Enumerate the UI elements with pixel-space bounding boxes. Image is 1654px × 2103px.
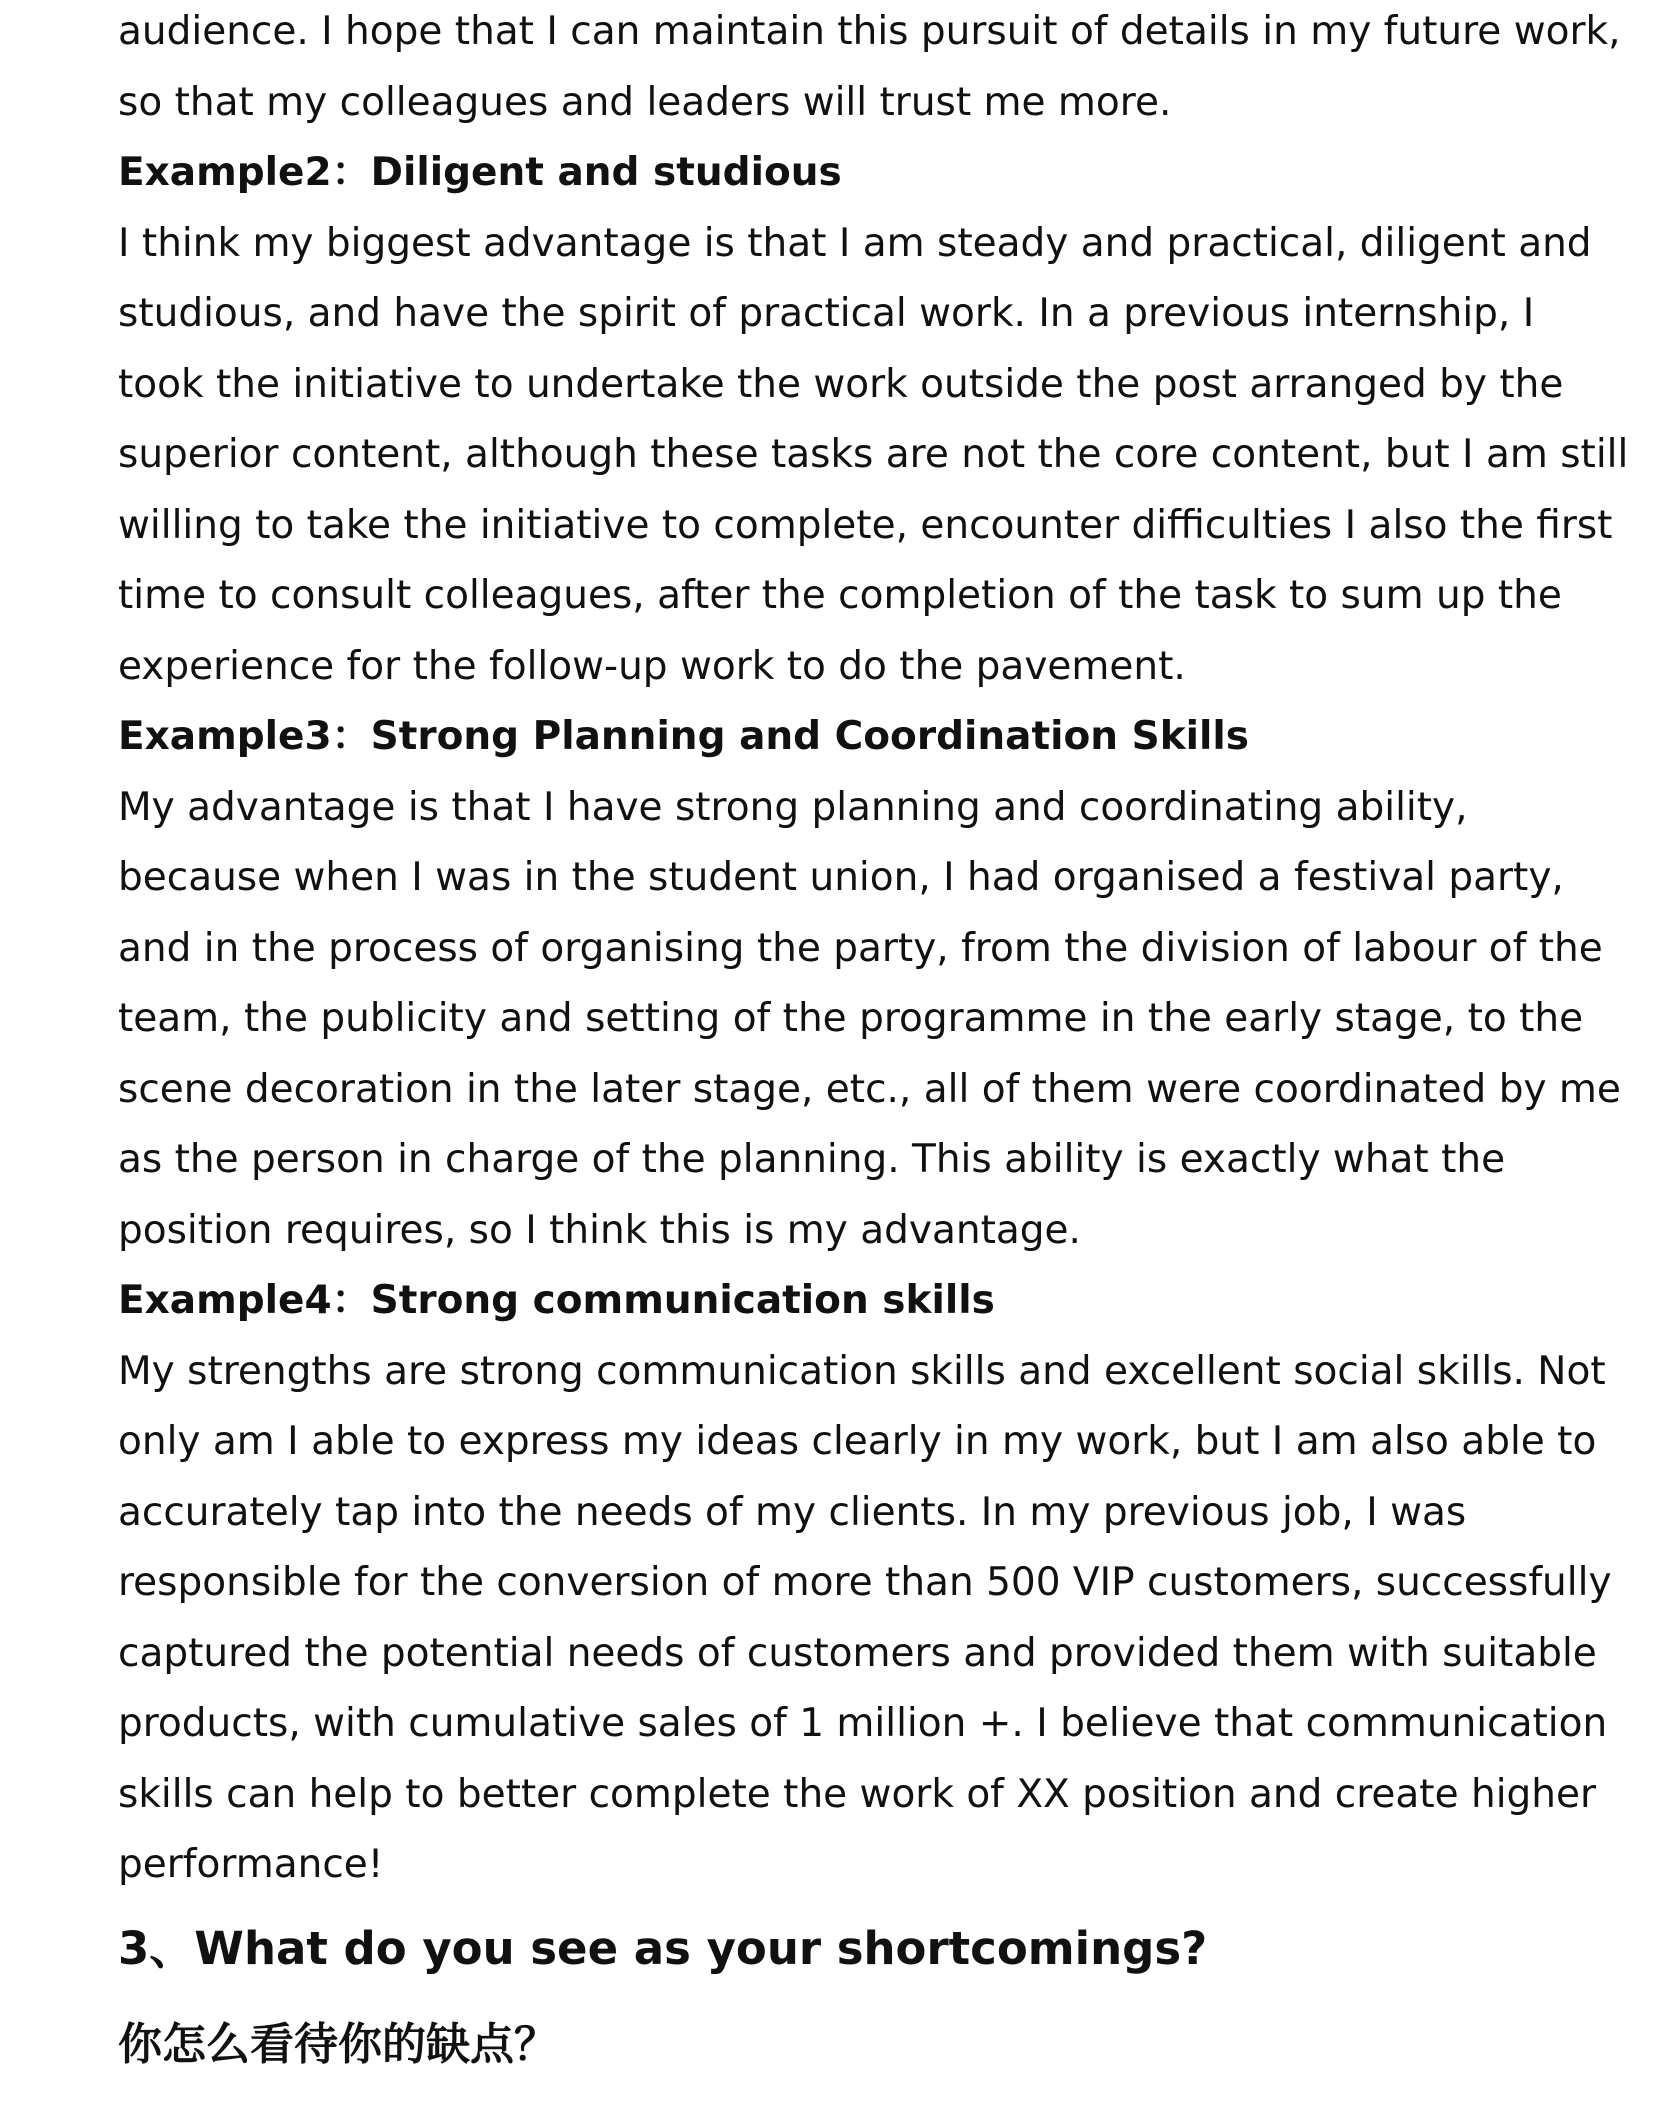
paragraph-line: position requires, so I think this is my advantage. <box>118 1207 1081 1253</box>
paragraph-line: experience for the follow-up work to do the pavement. <box>118 643 1186 689</box>
paragraph-line: time to consult colleagues, after the completion of the task to sum up the <box>118 573 1562 618</box>
section-3 <box>118 1919 1538 2075</box>
paragraph-line: responsible for the conversion of more than 500 VIP customers, successfully <box>118 1560 1612 1605</box>
paragraph-line: I think my biggest advantage is that I am steady and practical, diligent and <box>118 220 1592 266</box>
paragraph-line: audience. I hope that I can maintain this pursuit of details in my future work, <box>118 9 1621 54</box>
paragraph-line: and in the process of organising the party, from the division of labour of the <box>118 925 1603 971</box>
paragraph-line: performance! <box>118 1842 384 1887</box>
intro-paragraph <box>118 0 1621 138</box>
paragraph-line: studious, and have the spirit of practical work. In a previous internship, I <box>118 291 1535 336</box>
section-3-heading: 3、What do you see as your shortcomings? <box>118 1921 1208 1975</box>
example-4-title: Example4：Strong communication skills <box>118 1278 995 1323</box>
paragraph-line: willing to take the initiative to complete, encounter difficulties I also the first <box>118 502 1613 548</box>
paragraph-line: My strengths are strong communication skills and excellent social skills. Not <box>118 1348 1606 1394</box>
paragraph-line: skills can help to better complete the work of XX position and create higher <box>118 1771 1597 1817</box>
paragraph-line: as the person in charge of the planning. This ability is exactly what the <box>118 1137 1506 1182</box>
paragraph-line: took the initiative to undertake the work outside the post arranged by the <box>118 361 1564 407</box>
paragraph-line: because when I was in the student union, I had organised a festival party, <box>118 855 1564 900</box>
paragraph-line: My advantage is that I have strong planning and coordinating ability, <box>118 784 1468 830</box>
paragraph-line: products, with cumulative sales of 1 million +. I believe that communication <box>118 1701 1608 1746</box>
paragraph-line: captured the potential needs of customers and provided them with suitable <box>118 1630 1597 1676</box>
example-2 <box>118 138 1629 702</box>
example-3-title: Example3：Strong Planning and Coordination Skills <box>118 714 1249 759</box>
example-3 <box>118 702 1621 1266</box>
document-page <box>118 0 1629 2075</box>
section-3-subheading: 你怎么看待你的缺点？ <box>118 2018 558 2070</box>
paragraph-line: superior content, although these tasks are not the core content, but I am still <box>118 432 1629 477</box>
paragraph-line: scene decoration in the later stage, etc., all of them were coordinated by me <box>118 1066 1621 1112</box>
example-4 <box>118 1266 1612 1901</box>
paragraph-line: only am I able to express my ideas clearly in my work, but I am also able to <box>118 1419 1597 1464</box>
paragraph-line: accurately tap into the needs of my clients. In my previous job, I was <box>118 1489 1467 1535</box>
example-2-title: Example2：Diligent and studious <box>118 150 842 195</box>
paragraph-line: team, the publicity and setting of the programme in the early stage, to the <box>118 996 1584 1041</box>
paragraph-line: so that my colleagues and leaders will trust me more. <box>118 79 1172 125</box>
